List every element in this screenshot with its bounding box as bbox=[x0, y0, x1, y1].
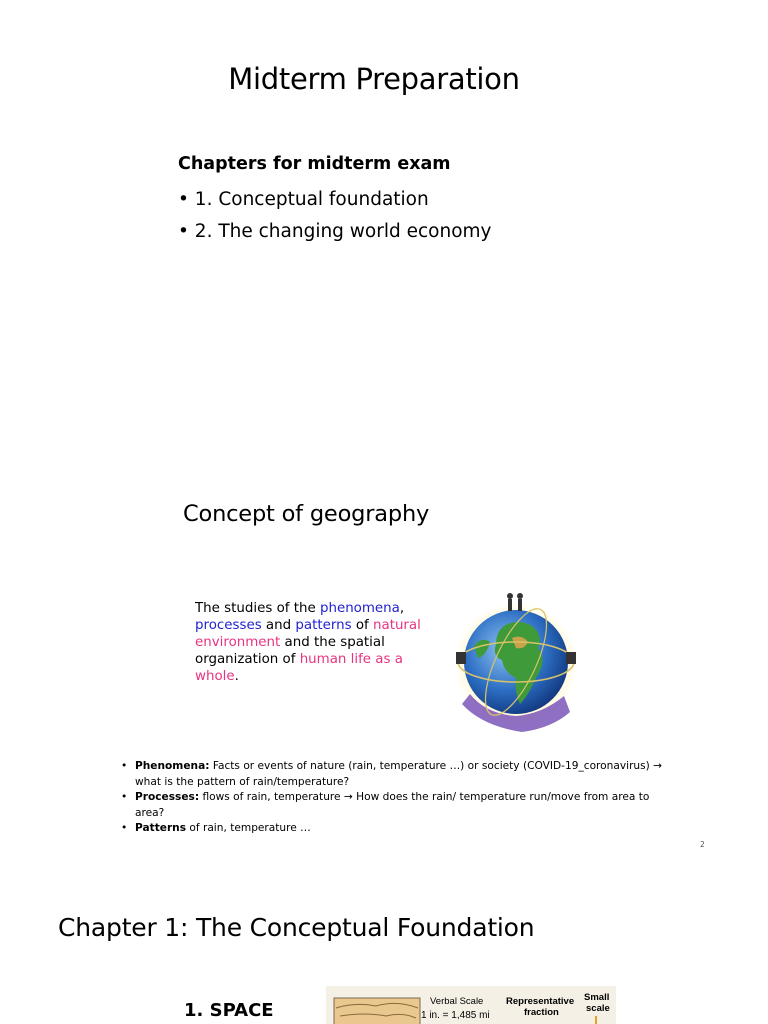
scale-col-verbal: Verbal Scale bbox=[430, 996, 484, 1007]
scale-col-small: Small bbox=[584, 992, 610, 1003]
definition-text: , bbox=[399, 601, 405, 616]
note-item bbox=[120, 759, 680, 790]
definition-text: The studies of the bbox=[195, 601, 320, 616]
slide-title-midterm: Midterm Preparation bbox=[228, 62, 520, 96]
note-term: Phenomena: bbox=[135, 760, 210, 772]
globe-illustration bbox=[452, 586, 582, 736]
map-scale-image bbox=[326, 986, 616, 1024]
map-scale-figure bbox=[326, 986, 616, 1024]
chapter-item: • 2. The changing world economy bbox=[178, 216, 492, 248]
note-text: of rain, temperature … bbox=[186, 822, 311, 834]
section-label-space: 1. SPACE bbox=[184, 1000, 274, 1021]
definition-text: and the spatial organization of bbox=[195, 635, 385, 667]
scale-row-value: 1 in. = 1,485 mi bbox=[421, 1010, 490, 1021]
term-patterns: patterns bbox=[295, 618, 352, 633]
note-text: Facts or events of nature (rain, temperature …) or society (COVID-19_coronavirus) → what is the pattern of rain/temperature? bbox=[135, 760, 663, 788]
definition-text: and bbox=[261, 618, 296, 633]
note-text: flows of rain, temperature → How does the rain/ temperature run/move from area to area? bbox=[135, 791, 650, 819]
note-term: Patterns bbox=[135, 822, 187, 834]
chapter-item: • 1. Conceptual foundation bbox=[178, 184, 492, 216]
definition-text: . bbox=[234, 669, 239, 684]
chapters-heading: Chapters for midterm exam bbox=[178, 154, 451, 174]
note-term: Processes: bbox=[135, 791, 200, 803]
term-human-life: human life as a whole bbox=[195, 652, 403, 684]
term-natural-environment: natural environment bbox=[195, 618, 421, 650]
note-item bbox=[120, 790, 680, 821]
geography-notes bbox=[120, 759, 680, 837]
scale-col-scale: scale bbox=[586, 1003, 610, 1014]
scale-col-fraction: fraction bbox=[524, 1007, 559, 1018]
term-processes: processes bbox=[195, 618, 262, 633]
note-item bbox=[120, 821, 680, 837]
slide-title-chapter1: Chapter 1: The Conceptual Foundation bbox=[58, 913, 535, 942]
geography-definition bbox=[195, 600, 445, 685]
globe-icon bbox=[452, 586, 582, 736]
scale-col-representative: Representative bbox=[506, 996, 575, 1007]
chapters-list bbox=[178, 184, 492, 248]
term-phenomena: phenomena bbox=[319, 601, 400, 616]
page-number: 2 bbox=[700, 840, 705, 849]
slide-title-geography: Concept of geography bbox=[183, 501, 430, 527]
definition-text: of bbox=[351, 618, 373, 633]
